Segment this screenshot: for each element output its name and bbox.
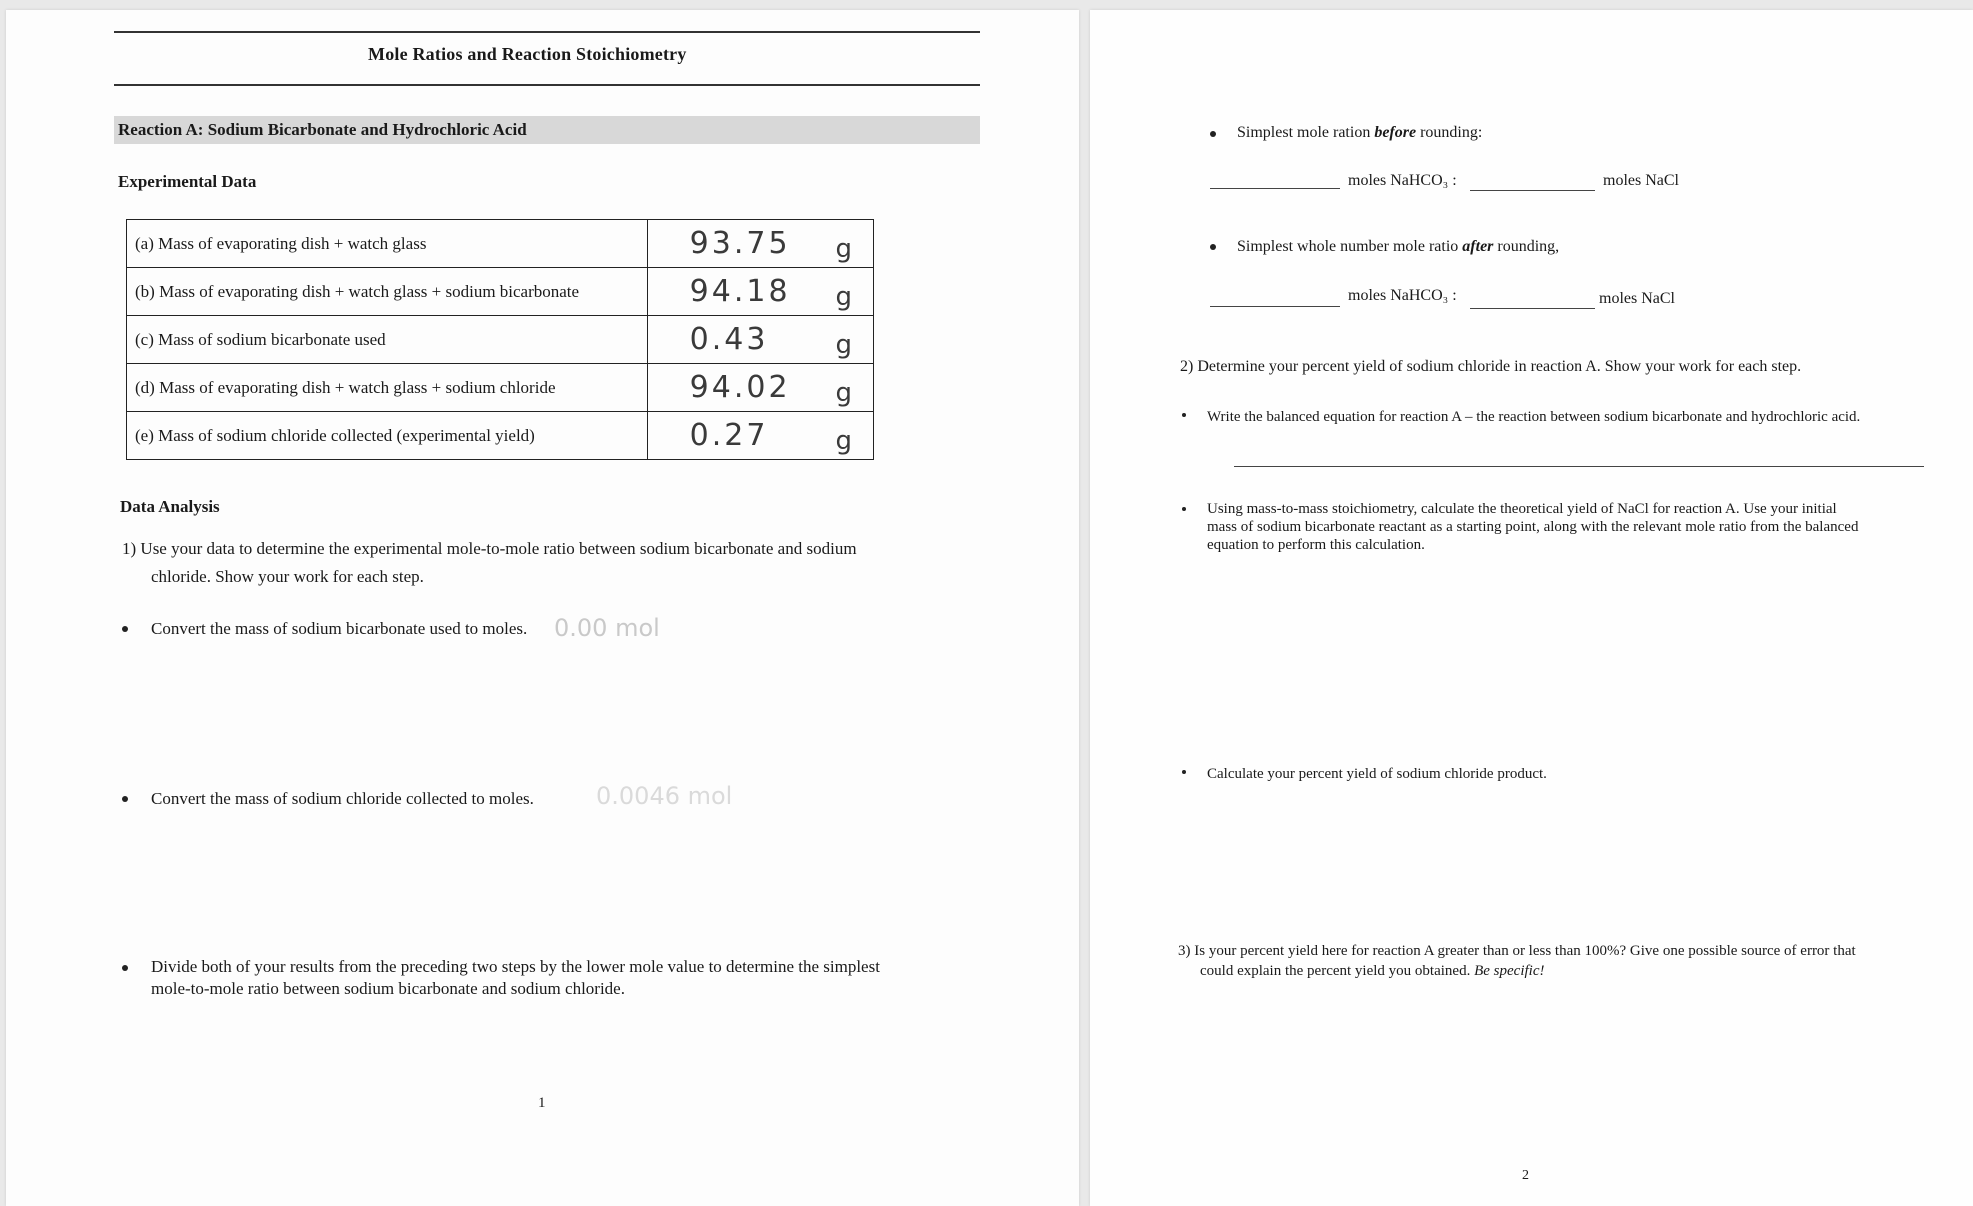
experimental-data-table	[126, 219, 874, 460]
worksheet-page-2	[1090, 10, 1973, 1206]
handwritten-value-cell	[647, 268, 873, 316]
handwritten-value: 94.02	[689, 370, 791, 405]
be-specific-emphasis: Be specific!	[1474, 963, 1545, 979]
ratio-label-nahco3: moles NaHCO₃ :	[1348, 287, 1457, 304]
q2-theoretical-yield-line-1: Using mass-to-mass stoichiometry, calculate the theoretical yield of NaCl for reaction A. Use your initial	[1207, 501, 1837, 517]
handwritten-value: 94.18	[689, 274, 791, 309]
before-emphasis: before	[1374, 124, 1417, 141]
bullet-divide-line-2: mole-to-mole ratio between sodium bicarbonate and sodium chloride.	[151, 979, 625, 998]
bullet-dot	[1182, 770, 1186, 774]
handwritten-value: 0.43	[689, 322, 769, 357]
handwritten-unit: g	[835, 234, 855, 264]
bullet-dot	[122, 796, 128, 802]
faint-handwritten-answer: 0.00 mol	[554, 614, 660, 642]
title-underline-rule	[114, 84, 980, 86]
question-3-text: could explain the percent yield you obtained.	[1200, 963, 1475, 979]
before-rounding-prompt	[1237, 122, 1482, 144]
question-3-line-2	[1200, 962, 1544, 980]
question-1-line-1: 1) Use your data to determine the experimental mole-to-mole ratio between sodium bicarbonate and sodium	[122, 539, 857, 558]
data-analysis-heading: Data Analysis	[120, 497, 220, 516]
page-number: 2	[1522, 1168, 1529, 1183]
question-3-line-1: 3) Is your percent yield here for reaction A greater than or less than 100%? Give one possible source of error that	[1178, 943, 1856, 959]
page-title: Mole Ratios and Reaction Stoichiometry	[368, 44, 687, 64]
bullet-dot	[1210, 131, 1216, 137]
handwritten-value-cell	[647, 316, 873, 364]
question-2: 2) Determine your percent yield of sodium chloride in reaction A. Show your work for each step.	[1180, 358, 1802, 375]
row-label: (b) Mass of evaporating dish + watch glass + sodium bicarbonate	[127, 268, 648, 316]
before-rounding-text: Simplest mole ration	[1237, 124, 1375, 141]
q2-theoretical-yield-line-3: equation to perform this calculation.	[1207, 537, 1425, 553]
bullet-convert-bicarbonate: Convert the mass of sodium bicarbonate used to moles.	[151, 619, 528, 638]
row-label: (d) Mass of evaporating dish + watch glass + sodium chloride	[127, 364, 648, 412]
before-rounding-suffix: rounding:	[1416, 124, 1483, 141]
bullet-dot	[1182, 507, 1186, 511]
bullet-dot	[1210, 244, 1216, 250]
table-row	[127, 412, 874, 460]
blank-answer-line	[1470, 308, 1595, 309]
after-rounding-text: Simplest whole number mole ratio	[1237, 238, 1463, 255]
handwritten-unit: g	[835, 330, 855, 360]
page-number: 1	[538, 1095, 546, 1111]
blank-answer-line	[1210, 306, 1340, 307]
after-rounding-prompt	[1237, 236, 1559, 258]
ratio-label-nacl: moles NaCl	[1603, 172, 1679, 189]
worksheet-page-1	[6, 10, 1079, 1206]
table-row	[127, 220, 874, 268]
q2-percent-yield-prompt: Calculate your percent yield of sodium chloride product.	[1207, 766, 1547, 782]
handwritten-value: 93.75	[689, 226, 791, 261]
after-rounding-suffix: rounding,	[1493, 238, 1560, 255]
section-bar	[114, 116, 980, 144]
bullet-dot	[1182, 413, 1186, 417]
blank-answer-line	[1210, 188, 1340, 189]
ratio-label-nahco3: moles NaHCO₃ :	[1348, 172, 1457, 189]
handwritten-value-cell	[647, 220, 873, 268]
q2-balanced-equation-prompt: Write the balanced equation for reaction A – the reaction between sodium bicarbonate and hydrochloric acid.	[1207, 409, 1861, 425]
handwritten-unit: g	[835, 282, 855, 312]
bullet-dot	[122, 965, 128, 971]
row-label: (c) Mass of sodium bicarbonate used	[127, 316, 648, 364]
faint-handwritten-answer: 0.0046 mol	[596, 782, 733, 810]
after-emphasis: after	[1462, 238, 1494, 255]
table-row	[127, 268, 874, 316]
table-row	[127, 316, 874, 364]
experimental-data-heading: Experimental Data	[118, 172, 257, 191]
handwritten-unit: g	[835, 378, 855, 408]
row-label: (e) Mass of sodium chloride collected (experimental yield)	[127, 412, 648, 460]
top-rule	[114, 31, 980, 33]
blank-answer-line	[1470, 190, 1595, 191]
table-row	[127, 364, 874, 412]
handwritten-value-cell	[647, 412, 873, 460]
bullet-divide-line-1: Divide both of your results from the preceding two steps by the lower mole value to determine the simplest	[151, 957, 880, 976]
handwritten-value-cell	[647, 364, 873, 412]
row-label: (a) Mass of evaporating dish + watch glass	[127, 220, 648, 268]
section-title: Reaction A: Sodium Bicarbonate and Hydrochloric Acid	[118, 120, 527, 139]
question-1-line-2: chloride. Show your work for each step.	[151, 567, 424, 586]
handwritten-value: 0.27	[689, 418, 769, 453]
q2-theoretical-yield-line-2: mass of sodium bicarbonate reactant as a starting point, along with the relevant mole ratio from the balanced	[1207, 519, 1859, 535]
ratio-label-nacl: moles NaCl	[1599, 290, 1675, 307]
bullet-convert-chloride: Convert the mass of sodium chloride collected to moles.	[151, 789, 534, 808]
handwritten-unit: g	[835, 426, 855, 456]
bullet-dot	[122, 626, 128, 632]
blank-answer-line	[1234, 466, 1924, 467]
